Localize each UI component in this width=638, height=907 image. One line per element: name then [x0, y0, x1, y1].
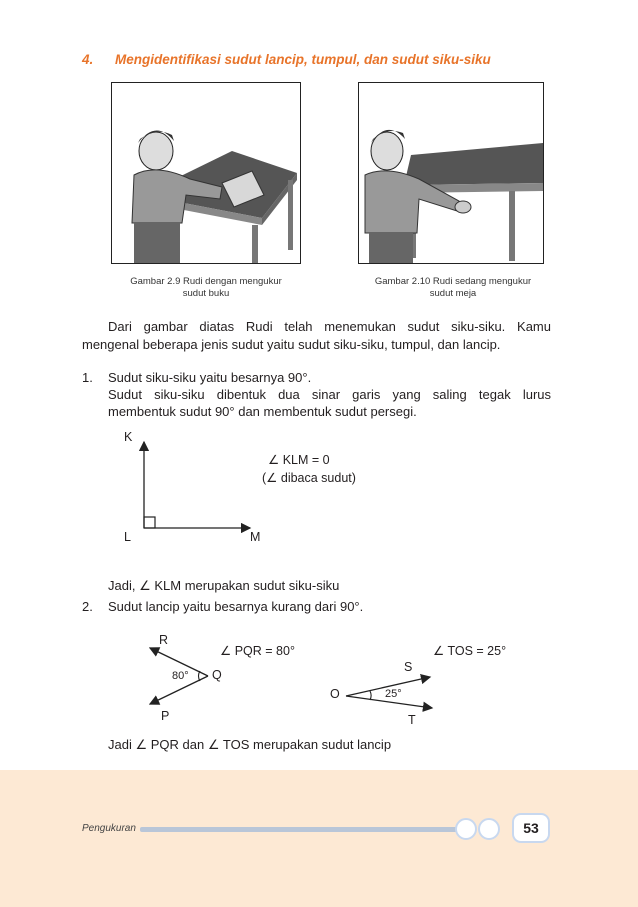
footer-circle [479, 819, 499, 839]
caption-line: Gambar 2.9 Rudi dengan mengukur [130, 276, 282, 287]
note-text: dibaca sudut) [280, 471, 356, 485]
conclusion-mid: PQR dan [150, 737, 205, 752]
conclusion-text: KLM merupakan sudut siku-siku [154, 578, 340, 593]
angle-symbol: ∠ [266, 471, 278, 485]
item2-line-1: Sudut lancip yaitu besarnya kurang dari 90°. [108, 599, 364, 614]
right-angle-mark [144, 517, 155, 528]
section-heading [82, 52, 491, 67]
equation-klm [268, 452, 330, 467]
item1-line-3: membentuk sudut 90° dan membentuk sudut persegi. [108, 404, 417, 419]
right-angle-diagram [130, 430, 260, 540]
equation-tos [433, 643, 506, 658]
angle-symbol: ∠ [139, 578, 151, 593]
equation-tos-text: TOS = 25° [447, 644, 507, 658]
illustration-rudi-measuring-book [112, 83, 300, 263]
figure-caption-1 [111, 276, 301, 300]
item-number: 1. [82, 370, 93, 385]
caption-line: sudut buku [182, 288, 230, 299]
item-number: 2. [82, 599, 93, 614]
item1-line-1: Sudut siku-siku yaitu besarnya 90°. [108, 370, 312, 385]
caption-line: sudut meja [429, 288, 477, 299]
angle-arc-o [370, 691, 371, 700]
label-p: P [161, 709, 170, 723]
illustration-rudi-measuring-table [359, 83, 543, 263]
note-open-paren: ( [262, 471, 267, 485]
angle-note [262, 470, 356, 485]
footer-decoration [140, 812, 520, 846]
footer-circle [456, 819, 476, 839]
angle-symbol: ∠ [268, 453, 280, 467]
figure-rudi-book [111, 82, 301, 264]
footer-bar [140, 827, 470, 832]
equation-klm-text: KLM = 0 [282, 453, 330, 467]
conclusion-prefix: Jadi, [108, 578, 136, 593]
equation-pqr [220, 643, 295, 658]
label-r: R [159, 633, 169, 647]
angle-value-pqr: 80° [172, 670, 189, 682]
angle-symbol: ∠ [135, 737, 148, 752]
item1-line-2: Sudut siku-siku dibentuk dua sinar garis yang saling tegak lurus [108, 387, 551, 402]
angle-symbol: ∠ [220, 644, 232, 658]
angle-symbol: ∠ [207, 737, 220, 752]
footer-section-label: Pengukuran [82, 823, 136, 834]
label-o: O [330, 687, 340, 701]
intro-line-2: mengenal beberapa jenis sudut yaitu sudut siku-siku, tumpul, dan lancip. [82, 337, 501, 352]
label-k: K [124, 430, 133, 444]
section-number: 4. [82, 52, 94, 67]
caption-line: Gambar 2.10 Rudi sedang mengukur [374, 276, 532, 287]
page-number: 53 [514, 815, 548, 841]
label-l: L [124, 530, 131, 544]
conclusion-prefix: Jadi [108, 737, 132, 752]
figure-caption-2 [358, 276, 548, 300]
label-q: Q [212, 668, 222, 682]
figure-rudi-table [358, 82, 544, 264]
equation-pqr-text: PQR = 80° [234, 644, 295, 658]
conclusion-2 [108, 736, 391, 754]
label-m: M [250, 530, 261, 544]
label-s: S [404, 660, 413, 674]
angle-value-tos: 25° [385, 688, 402, 700]
angle-symbol: ∠ [433, 644, 445, 658]
conclusion-1 [108, 577, 339, 595]
section-title: Mengidentifikasi sudut lancip, tumpul, dan sudut siku-siku [115, 52, 491, 67]
conclusion-end: TOS merupakan sudut lancip [222, 737, 392, 752]
intro-line-1: Dari gambar diatas Rudi telah menemukan sudut siku-siku. Kamu [108, 319, 551, 334]
label-t: T [408, 713, 416, 727]
